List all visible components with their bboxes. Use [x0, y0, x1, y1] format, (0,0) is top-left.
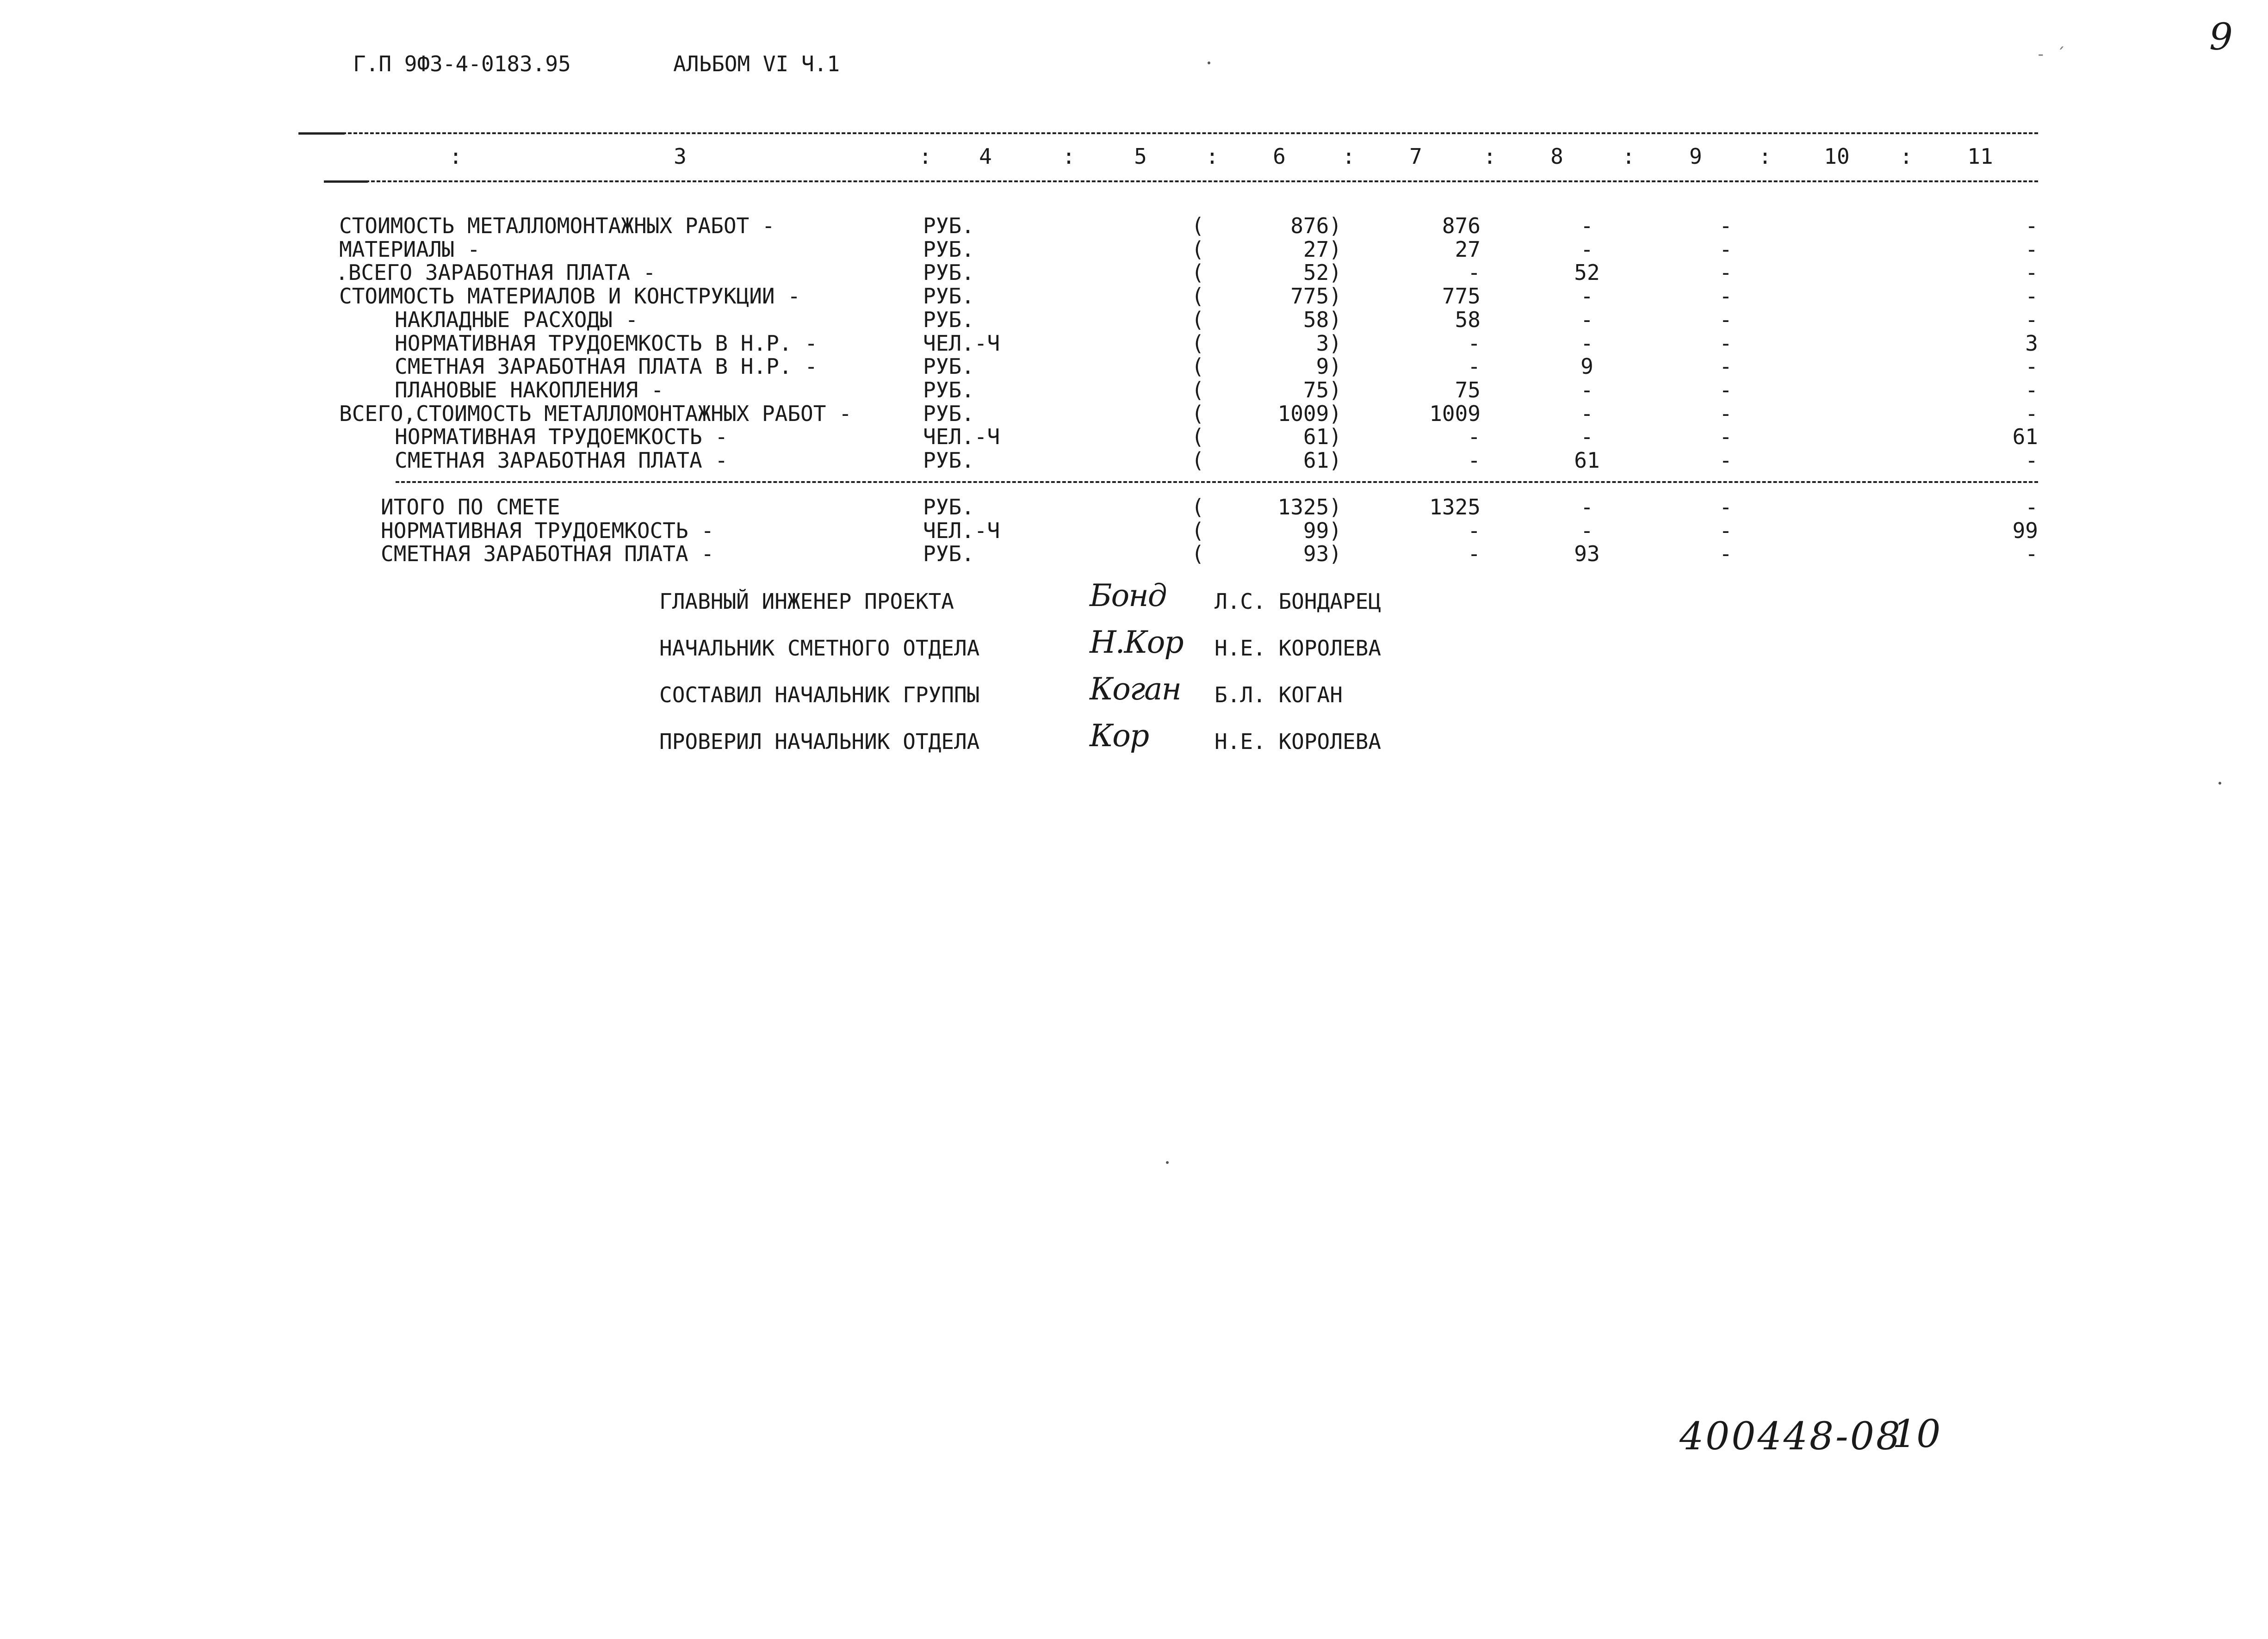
row-paren: ( — [1191, 213, 1204, 238]
row-unit: РУБ. — [923, 354, 974, 379]
cell-col11: - — [2025, 284, 2038, 309]
cell-col11: - — [2025, 377, 2038, 402]
row-paren: ( — [1191, 401, 1204, 426]
row-paren: ( — [1191, 331, 1204, 356]
cell-col11: 3 — [2025, 331, 2038, 356]
row-name: НОРМАТИВНАЯ ТРУДОЕМКОСТЬ - — [395, 424, 728, 449]
column-separator: : — [1483, 144, 1496, 169]
scan-speck — [1208, 62, 1210, 64]
cell-col6: 61) — [1303, 424, 1342, 449]
cell-col9: - — [1719, 377, 1732, 402]
signature-name: Н.Е. КОРОЛЕВА — [1215, 729, 1382, 754]
row-unit: РУБ. — [923, 495, 974, 520]
row-paren: ( — [1191, 495, 1204, 520]
cell-col11: 61 — [2012, 424, 2038, 449]
row-name: .ВСЕГО ЗАРАБОТНАЯ ПЛАТА - — [335, 260, 656, 285]
signature-name: Л.С. БОНДАРЕЦ — [1215, 589, 1382, 614]
header-top-dashed-rule — [342, 132, 2038, 134]
column-number: 8 — [1550, 144, 1563, 169]
archive-number-handwritten: 400448-08 — [1679, 1415, 1902, 1459]
cell-col11: - — [2025, 213, 2038, 238]
column-separator: : — [449, 144, 462, 169]
cell-col9: - — [1719, 331, 1732, 356]
cell-col6: 876) — [1290, 213, 1342, 238]
cell-col6: 58) — [1303, 307, 1342, 332]
cell-col8: - — [1580, 424, 1593, 449]
row-unit: РУБ. — [923, 237, 974, 262]
cell-col7: 58 — [1455, 307, 1481, 332]
cell-col6: 9) — [1316, 354, 1342, 379]
column-number: 10 — [1824, 144, 1850, 169]
handwritten-signature: Бонд — [1090, 578, 1166, 613]
cell-col8: - — [1580, 213, 1593, 238]
cell-col8: - — [1580, 284, 1593, 309]
row-name: СТОИМОСТЬ МЕТАЛЛОМОНТАЖНЫХ РАБОТ - — [339, 213, 775, 238]
row-paren: ( — [1191, 260, 1204, 285]
row-name: НОРМАТИВНАЯ ТРУДОЕМКОСТЬ - — [381, 518, 714, 543]
cell-col7: 876 — [1442, 213, 1481, 238]
row-unit: РУБ. — [923, 307, 974, 332]
column-separator: : — [1062, 144, 1075, 169]
cell-col9: - — [1719, 260, 1732, 285]
column-number: 5 — [1134, 144, 1147, 169]
cell-col11: - — [2025, 260, 2038, 285]
row-paren: ( — [1191, 448, 1204, 473]
cell-col7: - — [1468, 331, 1481, 356]
cell-col7: - — [1468, 424, 1481, 449]
scan-speck — [1166, 1161, 1169, 1164]
column-separator: : — [1900, 144, 1913, 169]
handwritten-signature: Н.Кор — [1090, 625, 1183, 660]
column-number: 11 — [1967, 144, 1993, 169]
row-unit: РУБ. — [923, 284, 974, 309]
row-unit: ЧЕЛ.-Ч — [923, 424, 1000, 449]
cell-col11: - — [2025, 307, 2038, 332]
cell-col6: 99) — [1303, 518, 1342, 543]
scan-speck — [2218, 782, 2221, 785]
row-name: МАТЕРИАЛЫ - — [339, 237, 480, 262]
cell-col9: - — [1719, 354, 1732, 379]
cell-col6: 27) — [1303, 237, 1342, 262]
signature-name: Н.Е. КОРОЛЕВА — [1215, 636, 1382, 661]
row-paren: ( — [1191, 237, 1204, 262]
cell-col11: - — [2025, 541, 2038, 566]
cell-col11: - — [2025, 495, 2038, 520]
header-bottom-dashed-rule — [366, 180, 2038, 182]
cell-col8: - — [1580, 377, 1593, 402]
row-paren: ( — [1191, 307, 1204, 332]
column-separator: : — [1622, 144, 1635, 169]
cell-col8: 9 — [1580, 354, 1593, 379]
cell-col9: - — [1719, 424, 1732, 449]
signature-role: НАЧАЛЬНИК СМЕТНОГО ОТДЕЛА — [659, 636, 980, 661]
cell-col11: - — [2025, 448, 2038, 473]
cell-col11: - — [2025, 237, 2038, 262]
header-top-rule — [298, 132, 345, 135]
row-paren: ( — [1191, 518, 1204, 543]
cell-col7: 75 — [1455, 377, 1481, 402]
cell-col9: - — [1719, 518, 1732, 543]
column-number: 9 — [1689, 144, 1702, 169]
row-name: СМЕТНАЯ ЗАРАБОТНАЯ ПЛАТА - — [395, 448, 728, 473]
column-separator: : — [1759, 144, 1772, 169]
cell-col11: - — [2025, 354, 2038, 379]
cell-col9: - — [1719, 284, 1732, 309]
row-name: СМЕТНАЯ ЗАРАБОТНАЯ ПЛАТА - — [381, 541, 714, 566]
header-bottom-rule — [324, 180, 368, 183]
row-unit: РУБ. — [923, 401, 974, 426]
cell-col8: - — [1580, 495, 1593, 520]
cell-col7: - — [1468, 518, 1481, 543]
row-name: ИТОГО ПО СМЕТЕ — [381, 495, 560, 520]
cell-col7: - — [1468, 541, 1481, 566]
cell-col7: 27 — [1455, 237, 1481, 262]
cell-col7: 1009 — [1429, 401, 1481, 426]
cell-col6: 1009) — [1277, 401, 1342, 426]
cell-col8: - — [1580, 331, 1593, 356]
cell-col8: - — [1580, 307, 1593, 332]
handwritten-signature: Кор — [1090, 718, 1149, 754]
page-number-handwritten: 9 — [2209, 15, 2233, 58]
signature-name: Б.Л. КОГАН — [1215, 682, 1343, 707]
cell-col6: 75) — [1303, 377, 1342, 402]
cell-col8: 52 — [1574, 260, 1600, 285]
cell-col9: - — [1719, 237, 1732, 262]
cell-col8: - — [1580, 237, 1593, 262]
row-unit: РУБ. — [923, 213, 974, 238]
column-number: 4 — [979, 144, 992, 169]
totals-separator-rule — [396, 481, 2038, 483]
cell-col9: - — [1719, 495, 1732, 520]
column-separator: : — [1206, 144, 1219, 169]
cell-col9: - — [1719, 401, 1732, 426]
cell-col8: - — [1580, 401, 1593, 426]
cell-col6: 61) — [1303, 448, 1342, 473]
row-unit: ЧЕЛ.-Ч — [923, 331, 1000, 356]
signature-role: СОСТАВИЛ НАЧАЛЬНИК ГРУППЫ — [659, 682, 980, 707]
signature-role: ГЛАВНЫЙ ИНЖЕНЕР ПРОЕКТА — [659, 589, 954, 614]
column-number: 6 — [1273, 144, 1286, 169]
cell-col8: 61 — [1574, 448, 1600, 473]
column-separator: : — [919, 144, 932, 169]
row-paren: ( — [1191, 354, 1204, 379]
signature-role: ПРОВЕРИЛ НАЧАЛЬНИК ОТДЕЛА — [659, 729, 980, 754]
cell-col11: 99 — [2012, 518, 2038, 543]
cell-col6: 3) — [1316, 331, 1342, 356]
row-name: СМЕТНАЯ ЗАРАБОТНАЯ ПЛАТА В Н.Р. - — [395, 354, 818, 379]
row-name: ВСЕГО,СТОИМОСТЬ МЕТАЛЛОМОНТАЖНЫХ РАБОТ - — [339, 401, 852, 426]
cell-col9: - — [1719, 213, 1732, 238]
row-unit: ЧЕЛ.-Ч — [923, 518, 1000, 543]
cell-col7: - — [1468, 260, 1481, 285]
cell-col6: 52) — [1303, 260, 1342, 285]
row-name: СТОИМОСТЬ МАТЕРИАЛОВ И КОНСТРУКЦИИ - — [339, 284, 800, 309]
cell-col7: 1325 — [1429, 495, 1481, 520]
row-paren: ( — [1191, 377, 1204, 402]
cell-col6: 93) — [1303, 541, 1342, 566]
handwritten-signature: Коган — [1090, 671, 1181, 707]
cell-col9: - — [1719, 307, 1732, 332]
row-unit: РУБ. — [923, 448, 974, 473]
cell-col9: - — [1719, 448, 1732, 473]
row-unit: РУБ. — [923, 377, 974, 402]
cell-col7: 775 — [1442, 284, 1481, 309]
cell-col6: 1325) — [1277, 495, 1342, 520]
cell-col6: 775) — [1290, 284, 1342, 309]
column-number: 7 — [1409, 144, 1422, 169]
cell-col7: - — [1468, 354, 1481, 379]
column-number: 3 — [674, 144, 687, 169]
cell-col9: - — [1719, 541, 1732, 566]
cell-col11: - — [2025, 401, 2038, 426]
row-paren: ( — [1191, 541, 1204, 566]
document-code: Г.П 9Ф3-4-0183.95 — [353, 51, 571, 76]
cell-col8: - — [1580, 518, 1593, 543]
column-separator: : — [1342, 144, 1355, 169]
row-name: ПЛАНОВЫЕ НАКОПЛЕНИЯ - — [395, 377, 664, 402]
row-unit: РУБ. — [923, 541, 974, 566]
album-label: АЛЬБОМ VI Ч.1 — [673, 51, 840, 76]
row-name: НОРМАТИВНАЯ ТРУДОЕМКОСТЬ В Н.Р. - — [395, 331, 818, 356]
cell-col7: - — [1468, 448, 1481, 473]
row-paren: ( — [1191, 424, 1204, 449]
cell-col8: 93 — [1574, 541, 1600, 566]
row-unit: РУБ. — [923, 260, 974, 285]
sheet-number-handwritten: 10 — [1892, 1412, 1941, 1456]
row-name: НАКЛАДНЫЕ РАСХОДЫ - — [395, 307, 638, 332]
scan-mark: - ´ — [2036, 45, 2066, 64]
row-paren: ( — [1191, 284, 1204, 309]
